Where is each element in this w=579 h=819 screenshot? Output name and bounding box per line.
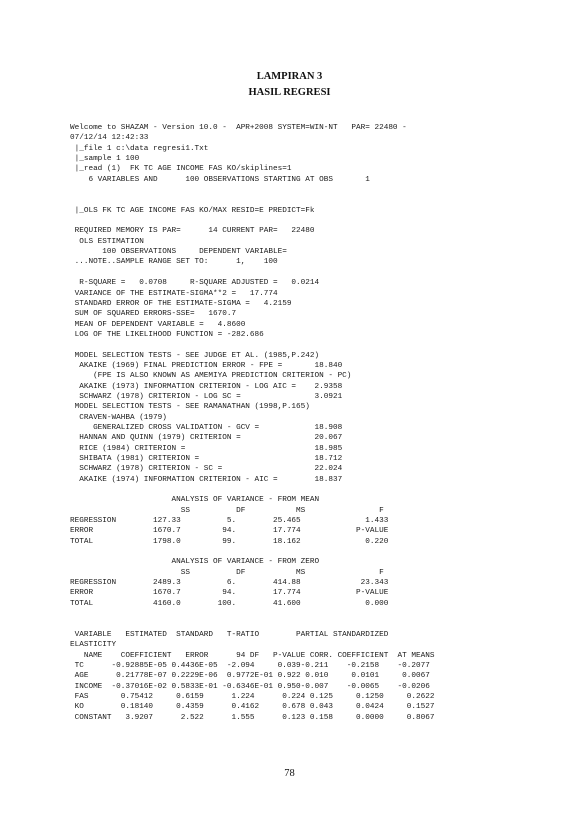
output-line: TC -0.92885E-05 0.4436E-05 -2.094 0.039-0.211 -0.2158 -0.2077	[70, 661, 430, 670]
output-line: CRAVEN-WAHBA (1979)	[70, 413, 167, 422]
output-line: MODEL SELECTION TESTS - SEE RAMANATHAN (1998,P.165)	[70, 403, 310, 412]
output-line: Welcome to SHAZAM - Version 10.0 - APR+2008 SYSTEM=WIN-NT PAR= 22480 -	[70, 124, 407, 132]
output-line: SS DF MS F	[70, 568, 384, 577]
output-line: LOG OF THE LIKELIHOOD FUNCTION = -282.686	[70, 330, 264, 339]
output-line: |_read (1) FK TC AGE INCOME FAS KO/skiplines=1	[70, 165, 292, 174]
output-line: SHIBATA (1981) CRITERION = 18.712	[70, 455, 343, 463]
output-line	[70, 268, 434, 278]
output-line: ERROR 1670.7 94. 17.774 P-VALUE	[70, 589, 389, 598]
output-line: NAME COEFFICIENT ERROR 94 DF P-VALUE CORR. COEFFICIENT AT MEANS	[70, 651, 435, 660]
output-line: MEAN OF DEPENDENT VARIABLE = 4.8600	[70, 320, 246, 329]
output-line: KO 0.18140 0.4359 0.4162 0.678 0.043 0.0424 0.1527	[70, 703, 435, 712]
output-line: RICE (1984) CRITERION = 18.985	[70, 444, 343, 453]
output-line: REGRESSION 127.33 5. 25.465 1.433	[70, 517, 389, 526]
output-line: SS DF MS F	[70, 506, 384, 515]
output-line	[70, 609, 434, 619]
output-line	[70, 620, 434, 630]
output-line: TOTAL 4160.0 100. 41.600 0.000	[70, 599, 389, 608]
output-line: ELASTICITY	[70, 641, 117, 650]
output-line: AGE 0.21778E-07 0.2229E-06 0.9772E-01 0.922 0.010 0.0101 0.0067	[70, 672, 430, 681]
output-line: REGRESSION 2489.3 6. 414.88 23.343	[70, 579, 389, 588]
output-line: GENERALIZED CROSS VALIDATION - GCV = 18.908	[70, 423, 343, 432]
output-line	[70, 185, 434, 195]
output-line: MODEL SELECTION TESTS - SEE JUDGE ET AL. (1985,P.242)	[70, 351, 320, 360]
shazam-regression-output	[70, 123, 434, 723]
output-line	[70, 340, 434, 350]
output-line: VARIABLE ESTIMATED STANDARD T-RATIO PARTIAL STANDARDIZED	[70, 630, 389, 639]
output-line: INCOME -0.37016E-02 0.5833E-01 -0.6346E-01 0.950-0.007 -0.0065 -0.0206	[70, 682, 430, 691]
output-line: REQUIRED MEMORY IS PAR= 14 CURRENT PAR= 22480	[70, 227, 315, 236]
output-line: STANDARD ERROR OF THE ESTIMATE-SIGMA = 4.2159	[70, 299, 292, 308]
output-line: |_sample 1 100	[70, 155, 140, 164]
output-line: ...NOTE..SAMPLE RANGE SET TO: 1, 100	[70, 258, 278, 267]
output-line: |_OLS FK TC AGE INCOME FAS KO/MAX RESID=E PREDICT=Fk	[70, 206, 315, 215]
output-line: 07/12/14 12:42:33	[70, 134, 149, 143]
output-line: TOTAL 1798.0 99. 18.162 0.220	[70, 537, 389, 546]
output-line: AKAIKE (1969) FINAL PREDICTION ERROR - FPE = 18.840	[70, 361, 343, 370]
appendix-title: LAMPIRAN 3	[256, 71, 323, 82]
output-line: FAS 0.75412 0.6159 1.224 0.224 0.125 0.1250 0.2622	[70, 692, 435, 701]
output-line: R-SQUARE = 0.0708 R-SQUARE ADJUSTED = 0.0214	[70, 279, 320, 288]
output-line: SUM OF SQUARED ERRORS-SSE= 1670.7	[70, 310, 237, 319]
output-line: SCHWARZ (1978) CRITERION - LOG SC = 3.0921	[70, 392, 343, 401]
output-line: AKAIKE (1973) INFORMATION CRITERION - LOG AIC = 2.9358	[70, 382, 343, 391]
output-line: ERROR 1670.7 94. 17.774 P-VALUE	[70, 527, 389, 536]
output-line: OLS ESTIMATION	[70, 237, 144, 246]
output-line: SCHWARZ (1978) CRITERION - SC = 22.024	[70, 465, 343, 474]
output-line	[70, 547, 434, 557]
output-line	[70, 485, 434, 495]
output-line: HANNAN AND QUINN (1979) CRITERION = 20.067	[70, 434, 343, 443]
page-number: 78	[284, 768, 295, 779]
output-line: ANALYSIS OF VARIANCE - FROM MEAN	[70, 496, 320, 505]
output-line: (FPE IS ALSO KNOWN AS AMEMIYA PREDICTION CRITERION - PC)	[70, 372, 352, 381]
output-line	[70, 216, 434, 226]
output-line: AKAIKE (1974) INFORMATION CRITERION - AIC = 18.837	[70, 475, 343, 484]
output-line: VARIANCE OF THE ESTIMATE-SIGMA**2 = 17.774	[70, 289, 278, 298]
output-line: 6 VARIABLES AND 100 OBSERVATIONS STARTING AT OBS 1	[70, 175, 370, 184]
output-line: CONSTANT 3.9207 2.522 1.555 0.123 0.158 0.0000 0.8067	[70, 713, 435, 722]
output-line: ANALYSIS OF VARIANCE - FROM ZERO	[70, 558, 320, 567]
output-line: |_file 1 c:\data regresi1.Txt	[70, 144, 209, 153]
appendix-subtitle: HASIL REGRESI	[248, 87, 331, 98]
output-line	[70, 195, 434, 205]
output-line: 100 OBSERVATIONS DEPENDENT VARIABLE=	[70, 248, 287, 257]
